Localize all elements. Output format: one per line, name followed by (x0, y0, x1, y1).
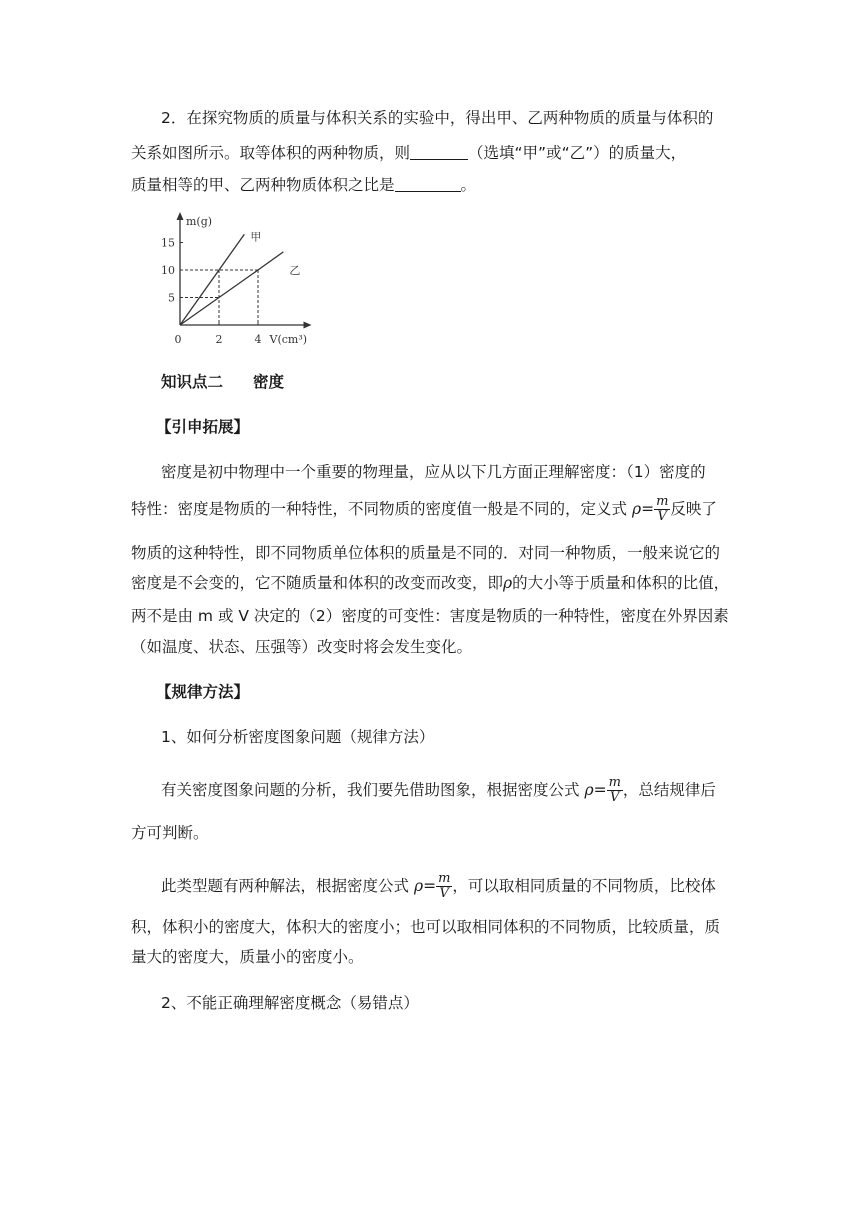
equals-sign: = (423, 877, 437, 895)
methods-paragraph-2-line-1 (161, 872, 731, 901)
methods-paragraph-1-start: 有关密度图象问题的分析，我们要先借助图象，根据密度公式 (161, 781, 580, 799)
methods-paragraph-1-line-1 (161, 776, 731, 805)
extension-line-4-start: 密度是不会变的，它不随质量和体积的改变而改变，即 (131, 574, 504, 592)
question-2-line-3-end: 。 (460, 176, 477, 194)
section-2-title: 密度 (253, 373, 285, 391)
answer-blank-1[interactable] (410, 143, 468, 160)
answer-blank-2[interactable] (395, 175, 461, 192)
extension-line-2-end: 反映了 (670, 500, 717, 518)
x-axis-label: V(cm³) (269, 333, 308, 346)
fraction-numerator: m (438, 871, 451, 886)
extension-line-1: 密度是初中物理中一个重要的物理量，应从以下几方面正理解密度：（1）密度的 (161, 463, 706, 481)
section-2-heading (161, 369, 731, 396)
fraction (654, 495, 670, 524)
density-formula (413, 871, 452, 901)
mass-volume-chart (160, 210, 320, 350)
section-2-label: 知识点二 (161, 373, 224, 391)
equals-sign: = (641, 500, 655, 518)
methods-paragraph-2-start: 此类型题有两种解法，根据密度公式 (161, 877, 410, 895)
question-2-line-1: 2．在探究物质的质量与体积关系的实验中，得出甲、乙两种物质的质量与体积的 (161, 109, 714, 127)
extension-heading: 【引申拓展】 (156, 418, 250, 436)
series-label-1: 甲 (250, 230, 262, 244)
fraction-numerator: m (608, 775, 621, 790)
extension-line-3: 物质的这种特性，即不同物质单位体积的质量是不同的．对同一种物质，一般来说它的 (131, 544, 721, 562)
fraction-denominator: V (607, 790, 623, 805)
fraction-denominator: V (436, 886, 452, 901)
question-2-line-2-end: （选填“甲”或“乙”）的质量大， (468, 144, 687, 162)
fraction (436, 872, 452, 901)
fraction-denominator: V (654, 509, 670, 524)
extension-line-4-end: 的大小等于质量和体积的比值， (512, 574, 730, 592)
series-label-2: 乙 (289, 263, 301, 277)
y-axis-label: m(g) (186, 215, 213, 228)
series-line-2 (180, 252, 283, 325)
methods-item-1: 1、如何分析密度图象问题（规律方法） (161, 728, 435, 746)
question-2-line-3-start: 质量相等的甲、乙两种物质体积之比是 (131, 176, 395, 194)
y-tick-label: 15 (161, 236, 175, 250)
extension-line-6: （如温度、状态、压强等）改变时将会发生变化。 (131, 638, 473, 656)
methods-paragraph-2-end: ，可以取相同质量的不同物质，比校体 (452, 877, 716, 895)
rho-symbol: ρ (503, 574, 513, 592)
methods-paragraph-1-end: ，总结规律后 (622, 781, 716, 799)
fraction-numerator: m (656, 494, 669, 509)
extension-line-2 (131, 494, 717, 524)
rho-symbol: ρ (584, 781, 594, 799)
question-2-line-3 (131, 172, 701, 199)
extension-line-4 (131, 570, 730, 597)
rho-symbol: ρ (631, 500, 642, 518)
y-axis-arrow-icon (177, 212, 184, 220)
x-tick-label: 2 (215, 333, 223, 346)
equals-sign: = (593, 781, 607, 799)
x-tick-label: 4 (254, 333, 262, 346)
methods-item-2: 2、不能正确理解密度概念（易错点） (161, 994, 419, 1012)
methods-heading: 【规律方法】 (156, 683, 250, 701)
methods-paragraph-2-line-3: 量大的密度大，质量小的密度小。 (131, 948, 364, 966)
y-tick-label: 5 (168, 291, 175, 305)
extension-line-2-start: 特性：密度是物质的一种特性，不同物质的密度值一般是不同的，定义式 (131, 500, 628, 518)
extension-line-5: 两不是由 m 或 V 决定的（2）密度的可变性：害度是物质的一种特性，密度在外界因素 (131, 607, 729, 625)
density-formula (584, 775, 622, 805)
x-axis-arrow-icon (304, 322, 312, 329)
question-2-line-2-start: 关系如图所示。取等体积的两种物质，则 (131, 144, 411, 162)
series-line-1 (180, 234, 244, 325)
density-formula (631, 494, 670, 524)
fraction (607, 776, 623, 805)
methods-paragraph-2-line-2: 积，体积小的密度大，体积大的密度小；也可以取相同体积的不同物质，比较质量，质 (131, 918, 721, 936)
rho-symbol: ρ (413, 877, 424, 895)
question-2-line-2 (131, 140, 701, 167)
methods-paragraph-1-line-2: 方可判断。 (131, 824, 209, 842)
y-tick-label: 10 (161, 264, 175, 277)
origin-label: 0 (174, 333, 182, 346)
